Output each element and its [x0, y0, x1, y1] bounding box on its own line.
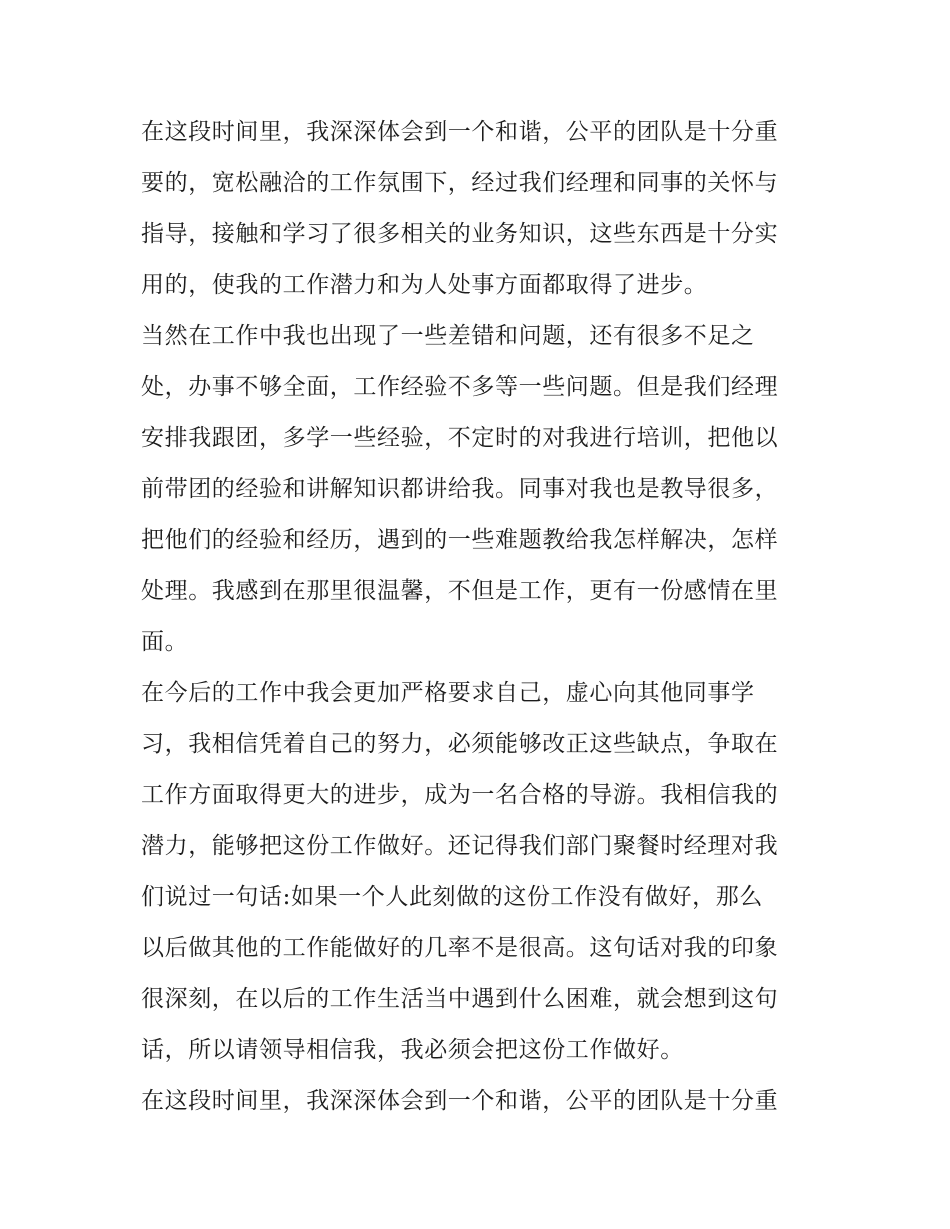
- text-line: 把他们的经验和经历，遇到的一些难题教给我怎样解决，怎样: [141, 527, 779, 553]
- text-line: 在这段时间里，我深深体会到一个和谐，公平的团队是十分重: [141, 119, 779, 145]
- text-line: 话，所以请领导相信我，我必须会把这份工作做好。: [141, 1037, 684, 1063]
- text-line: 在这段时间里，我深深体会到一个和谐，公平的团队是十分重: [141, 1088, 779, 1114]
- document-body: [141, 107, 811, 1127]
- paragraph-4: [141, 1076, 811, 1127]
- text-line: 前带团的经验和讲解知识都讲给我。同事对我也是教导很多，: [141, 476, 779, 502]
- text-line: 工作方面取得更大的进步，成为一名合格的导游。我相信我的: [141, 782, 779, 808]
- text-line: 要的，宽松融洽的工作氛围下，经过我们经理和同事的关怀与: [141, 170, 779, 196]
- paragraph-1: [141, 107, 811, 311]
- paragraph-2: [141, 311, 811, 668]
- text-line: 潜力，能够把这份工作做好。还记得我们部门聚餐时经理对我: [141, 833, 779, 859]
- text-line: 们说过一句话:如果一个人此刻做的这份工作没有做好，那么: [141, 884, 763, 910]
- text-line: 在今后的工作中我会更加严格要求自己，虚心向其他同事学: [141, 680, 755, 706]
- text-line: 指导，接触和学习了很多相关的业务知识，这些东西是十分实: [141, 221, 779, 247]
- text-line: 面。: [141, 629, 189, 655]
- text-line: 处理。我感到在那里很温馨，不但是工作，更有一份感情在里: [141, 578, 779, 604]
- text-line: 以后做其他的工作能做好的几率不是很高。这句话对我的印象: [141, 935, 779, 961]
- text-line: 当然在工作中我也出现了一些差错和问题，还有很多不足之: [141, 323, 755, 349]
- text-line: 很深刻，在以后的工作生活当中遇到什么困难，就会想到这句: [141, 986, 779, 1012]
- text-line: 用的，使我的工作潜力和为人处事方面都取得了进步。: [141, 272, 708, 298]
- text-line: 安排我跟团，多学一些经验，不定时的对我进行培训，把他以: [141, 425, 779, 451]
- paragraph-3: [141, 668, 811, 1076]
- text-line: 习，我相信凭着自己的努力，必须能够改正这些缺点，争取在: [141, 731, 779, 757]
- text-line: 处，办事不够全面，工作经验不多等一些问题。但是我们经理: [141, 374, 779, 400]
